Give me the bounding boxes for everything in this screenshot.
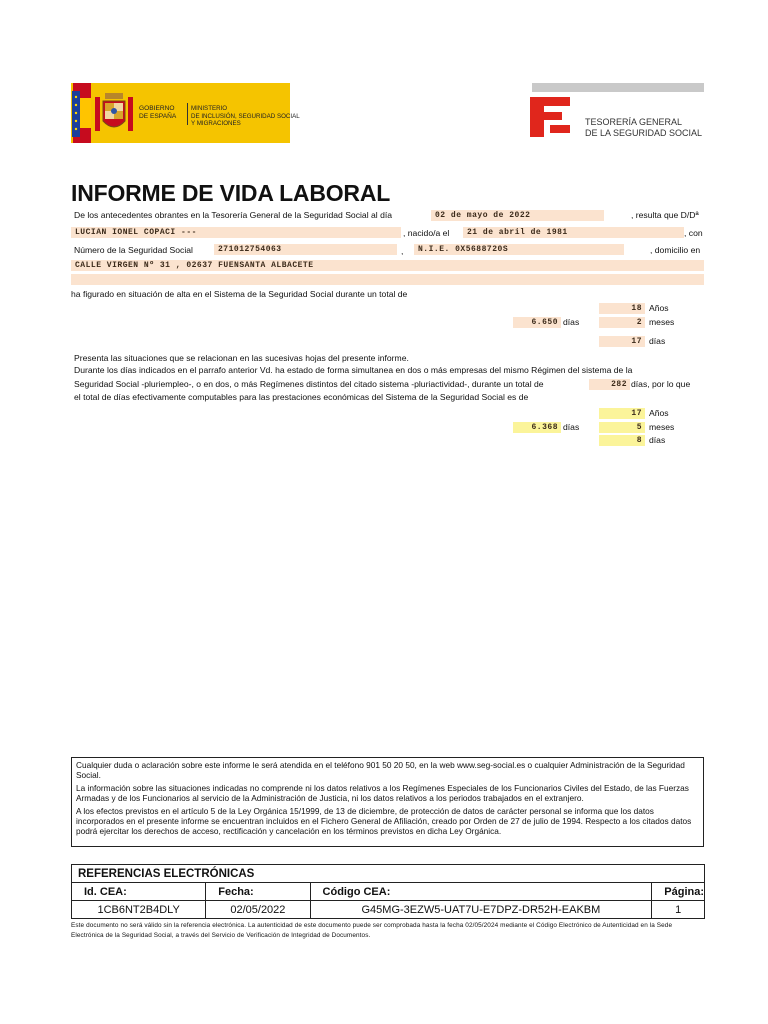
alta-total-days-label: días [563, 317, 580, 327]
header-pagina: Página: [652, 883, 705, 901]
value-pagina: 1 [652, 901, 705, 919]
birth-date-field: 21 de abril de 1981 [463, 227, 684, 238]
alta-days-field: 17 [599, 336, 645, 347]
tgss-label-line1: TESORERÍA GENERAL [585, 117, 683, 127]
alta-months-field: 2 [599, 317, 645, 328]
gov-label: GOBIERNO DE ESPAÑA [139, 105, 177, 120]
born-label: , nacido/a el [403, 228, 450, 238]
alta-total-days-field: 6.650 [513, 317, 561, 328]
situaciones-line3-suffix: días, por lo que [631, 379, 691, 389]
address-field-line2 [71, 274, 704, 285]
domicile-label: , domicilio en [650, 245, 701, 255]
value-fecha: 02/05/2022 [206, 901, 310, 919]
info-paragraph-2: La información sobre las situaciones indicadas no comprende ni los datos relativos a los Regímenes Especiales de los Funcionarios Civiles del Estado, de las Fuerzas Armadas y de los Funcionarios al servicio de la Administración de Justicia, ni los datos relativos a los periodos trabajados en el extranjero. [76, 783, 689, 803]
address-field: CALLE VIRGEN Nº 31 , 02637 FUENSANTA ALBACETE [71, 260, 704, 271]
alta-years-field: 18 [599, 303, 645, 314]
references-title: REFERENCIAS ELECTRÓNICAS [72, 865, 705, 883]
banner-divider [187, 103, 188, 125]
name-field: LUCIAN IONEL COPACI --- [71, 227, 401, 238]
situaciones-line4: el total de días efectivamente computables para las prestaciones económicas del Sistema de la Seguridad Social es de [74, 392, 529, 402]
info-paragraph-1: Cualquier duda o aclaración sobre este informe le será atendida en el teléfono 901 50 20 50, en la web www.seg-social.es o cualquier Administración de la Seguridad Social. [76, 760, 685, 780]
comp-total-days-field: 6.368 [513, 422, 561, 433]
comp-months-field: 5 [599, 422, 645, 433]
alta-text: ha figurado en situación de alta en el Sistema de la Seguridad Social durante un total de [71, 289, 408, 299]
con-label: , con [684, 228, 703, 238]
situaciones-line3: Seguridad Social -pluriempleo-, o en dos, o más Regímenes distintos del citado sistema -pluriactividad-, durante un total de [74, 379, 544, 389]
tgss-logo-icon [530, 97, 572, 137]
comp-months-label: meses [649, 422, 675, 432]
pluri-days-field: 282 [589, 379, 630, 390]
ministry-label: MINISTERIO DE INCLUSIÓN, SEGURIDAD SOCIAL Y MIGRACIONES [191, 105, 300, 127]
resulta-label: , resulta que D/Dª [631, 210, 699, 220]
comma-label: , [401, 246, 404, 256]
alta-months-label: meses [649, 317, 675, 327]
comp-total-days-label: días [563, 422, 580, 432]
ss-number-label: Número de la Seguridad Social [74, 245, 193, 255]
alta-years-label: Años [649, 303, 669, 313]
nie-field: N.I.E. 0X5688720S [414, 244, 624, 255]
coat-of-arms-icon [93, 89, 135, 139]
intro-line1-text: De los antecedentes obrantes en la Tesorería General de la Seguridad Social al día [74, 210, 393, 220]
value-codigo-cea: G45MG-3EZW5-UAT7U-E7DPZ-DR52H-EAKBM [310, 901, 652, 919]
header-fecha: Fecha: [206, 883, 310, 901]
situaciones-line2: Durante los días indicados en el parrafo anterior Vd. ha estado de forma simultanea en dos o más empresas del mismo Régimen del sistema de la [74, 365, 633, 375]
comp-years-field: 17 [599, 408, 645, 419]
footnote: Este documento no será válido sin la referencia electrónica. La autenticidad de este documento puede ser comprobada hasta la fecha 02/05/2024 mediante el Código Electrónico de Autenticidad en la Sede Electrónica de la Seguridad Social, a través del Servicio de Verificación de Integridad de Documentos. [71, 922, 673, 939]
report-date-field: 02 de mayo de 2022 [431, 210, 604, 221]
comp-years-label: Años [649, 408, 669, 418]
government-banner [71, 83, 300, 143]
eu-stars-icon [72, 91, 80, 137]
header-codigo-cea: Código CEA: [310, 883, 652, 901]
ss-number-field: 271012754063 [214, 244, 397, 255]
info-box [71, 757, 704, 847]
comp-days-label: días [649, 435, 666, 445]
comp-days-field: 8 [599, 435, 645, 446]
header-id-cea: Id. CEA: [72, 883, 206, 901]
tgss-top-bar [532, 83, 704, 92]
value-id-cea: 1CB6NT2B4DLY [72, 901, 206, 919]
tgss-label-line2: DE LA SEGURIDAD SOCIAL [585, 128, 703, 138]
references-table [71, 864, 705, 919]
situaciones-line1: Presenta las situaciones que se relacionan en las sucesivas hojas del presente informe. [74, 353, 409, 363]
page-title: INFORME DE VIDA LABORAL [71, 180, 391, 206]
alta-days-label: días [649, 336, 666, 346]
info-paragraph-3: A los efectos previstos en el artículo 5 de la Ley Orgánica 15/1999, de 13 de diciembre, de protección de datos de carácter personal se informa que los datos incorporados en el presente informe se encuentran incluidos en el Fichero General de Afiliación, creado por Orden de 27 de julio de 1994. Respecto a los citados datos podrá ejercitar los derechos de acceso, rectificación y cancelación en los términos previstos en dicha Ley Orgánica. [76, 806, 692, 836]
